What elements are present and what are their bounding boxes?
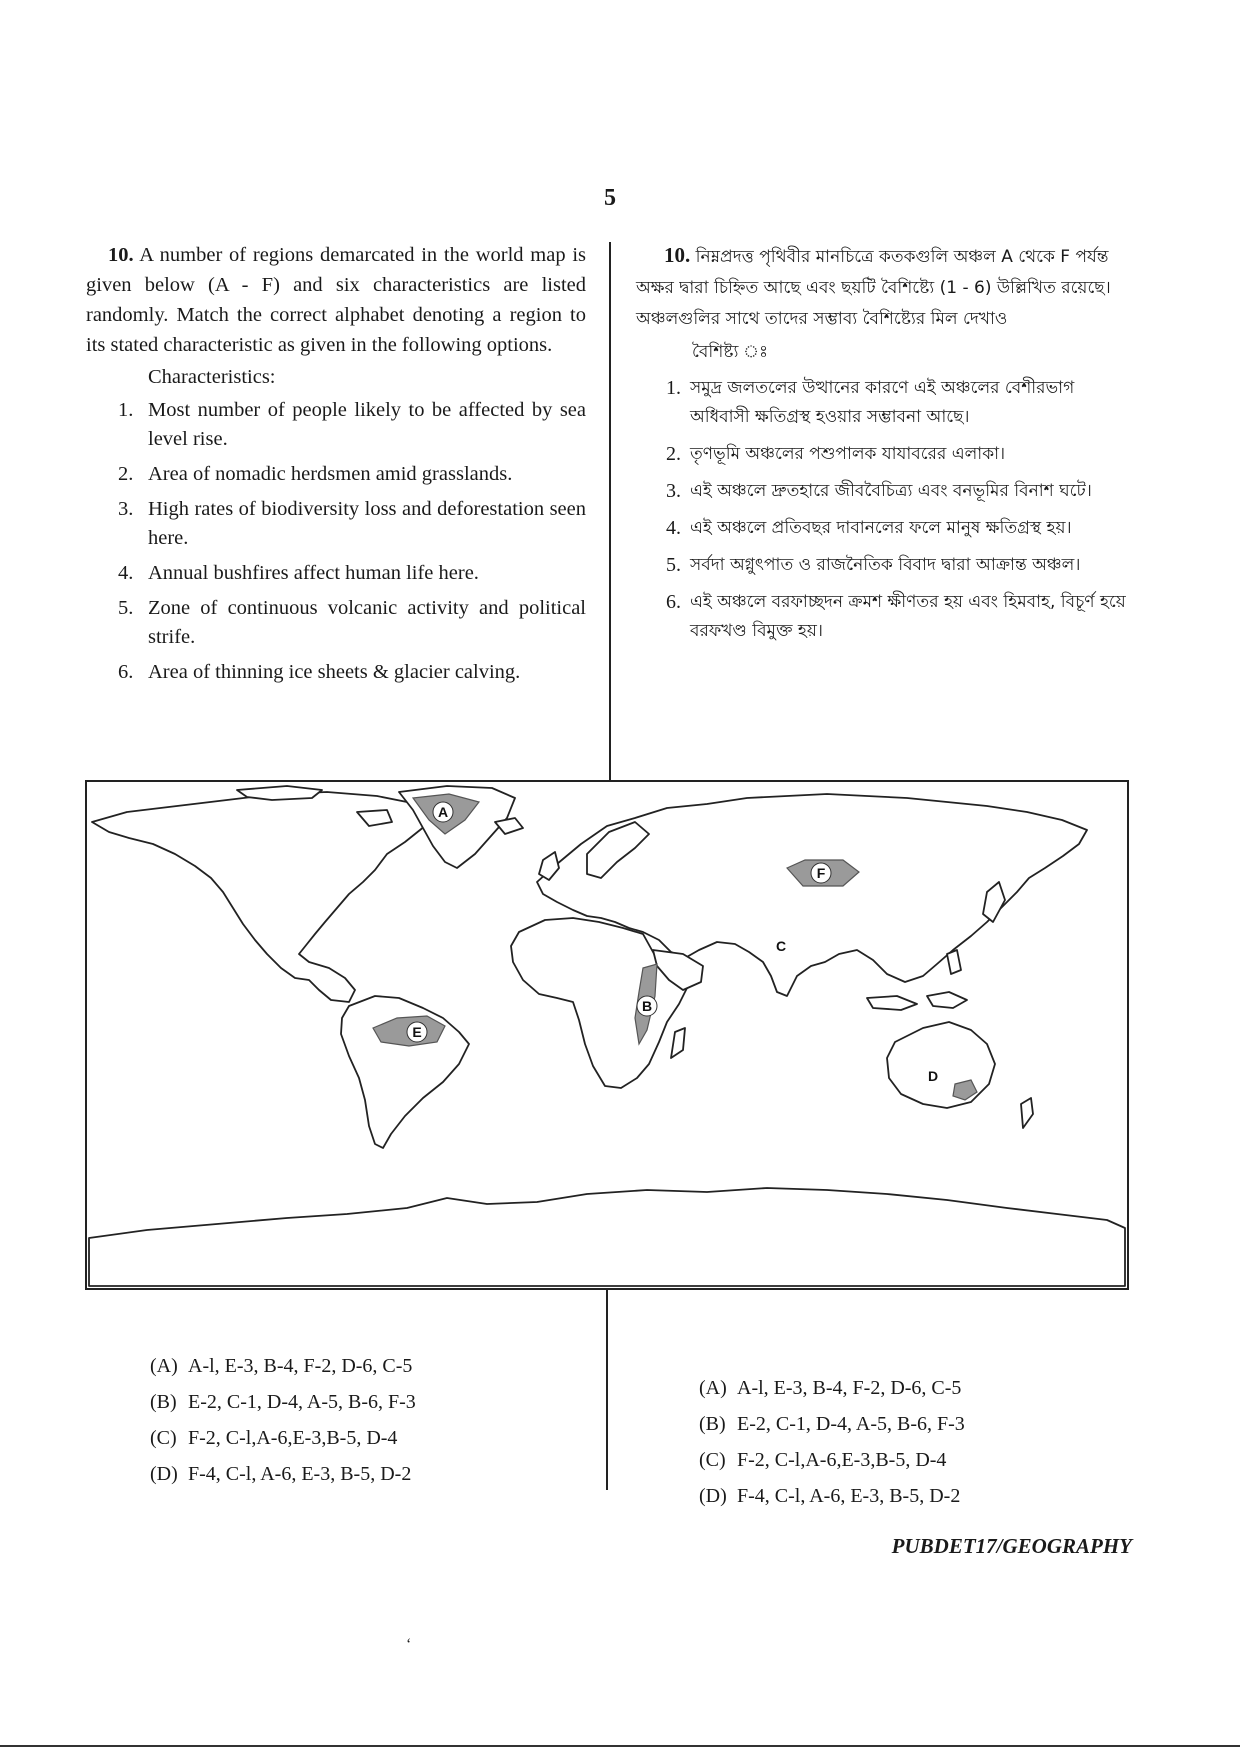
new-zealand-outline — [1021, 1098, 1033, 1128]
paper-code: PUBDET17/GEOGRAPHY — [891, 1534, 1132, 1558]
region-label-f-text: F — [816, 865, 826, 881]
question-number: 10. — [108, 244, 134, 266]
characteristic-number: 5. — [118, 597, 134, 619]
characteristic-text: সর্বদা অগ্নুৎপাত ও রাজনৈতিক বিবাদ দ্বারা আক্রান্ত অঞ্চল। — [690, 555, 1081, 575]
indonesia-outline — [927, 992, 967, 1008]
characteristic-item — [86, 495, 586, 553]
region-label-d — [924, 1067, 942, 1085]
characteristic-number: 6. — [118, 661, 134, 683]
world-map-svg — [87, 782, 1127, 1288]
question-bengali-intro — [636, 240, 1136, 335]
indonesia-outline — [867, 996, 917, 1010]
world-map — [85, 780, 1129, 1290]
region-label-c-text: C — [775, 938, 787, 954]
characteristic-number: 5. — [666, 554, 681, 576]
option-label: (B) — [699, 1413, 726, 1435]
options-bengali — [699, 1370, 965, 1514]
philippines-outline — [947, 950, 961, 974]
region-label-a — [433, 802, 453, 822]
characteristic-number: 1. — [118, 399, 134, 421]
column-divider-bottom — [606, 1290, 608, 1490]
answer-option[interactable] — [150, 1384, 416, 1420]
characteristics-list-english — [86, 396, 586, 687]
characteristic-text: সমুদ্র জলতলের উত্থানের কারণে এই অঞ্চলের বেশীরভাগ অধিবাসী ক্ষতিগ্রস্থ হওয়ার সম্ভাবনা আছে। — [690, 378, 1075, 427]
bottom-rule — [0, 1745, 1240, 1747]
region-label-b — [637, 996, 657, 1016]
question-english-intro — [86, 240, 586, 360]
antarctica-outline — [89, 1188, 1125, 1286]
characteristic-text: Area of nomadic herdsmen amid grasslands. — [148, 463, 513, 485]
region-label-e-text: E — [412, 1024, 422, 1040]
arctic-island — [237, 786, 322, 800]
characteristic-text: এই অঞ্চলে প্রতিবছর দাবানলের ফলে মানুষ ক্ষতিগ্রস্থ হয়। — [690, 518, 1072, 538]
characteristic-number: 1. — [666, 377, 681, 399]
option-label: (D) — [150, 1463, 178, 1485]
africa-outline — [511, 918, 687, 1088]
characteristic-item — [636, 440, 1136, 469]
characteristics-heading: Characteristics: — [148, 366, 276, 388]
land-outlines — [89, 786, 1125, 1286]
characteristic-number: 3. — [666, 480, 681, 502]
region-label-a-text: A — [437, 804, 449, 820]
characteristic-text: তৃণভূমি অঞ্চলের পশুপালক যাযাবরের এলাকা। — [690, 444, 1006, 464]
question-english-text: A number of regions demarcated in the world map is given below (A - F) and six characteristics are listed randomly. Match the correct alphabet denoting a region to its stated characteristic as given in the following options. — [86, 244, 586, 356]
options-english — [150, 1348, 416, 1492]
option-text: E-2, C-1, D-4, A-5, B-6, F-3 — [737, 1413, 965, 1435]
characteristic-item — [636, 551, 1136, 580]
stray-mark: ‘ — [406, 1636, 412, 1653]
option-text: F-4, C-l, A-6, E-3, B-5, D-2 — [188, 1463, 412, 1485]
characteristics-list-bengali — [636, 374, 1136, 646]
answer-option[interactable] — [150, 1420, 416, 1456]
characteristic-text: এই অঞ্চলে দ্রুতহারে জীববৈচিত্র্য এবং বনভূমির বিনাশ ঘটে। — [690, 481, 1092, 501]
question-english — [86, 240, 586, 693]
characteristic-item — [636, 514, 1136, 543]
option-text: A-l, E-3, B-4, F-2, D-6, C-5 — [188, 1355, 413, 1377]
characteristic-item — [86, 594, 586, 652]
characteristic-number: 2. — [118, 463, 134, 485]
characteristic-item — [636, 477, 1136, 506]
answer-option[interactable] — [699, 1478, 965, 1514]
option-text: F-4, C-l, A-6, E-3, B-5, D-2 — [737, 1485, 961, 1507]
option-label: (C) — [150, 1427, 177, 1449]
option-text: F-2, C-l,A-6,E-3,B-5, D-4 — [737, 1449, 947, 1471]
option-text: F-2, C-l,A-6,E-3,B-5, D-4 — [188, 1427, 398, 1449]
option-label: (C) — [699, 1449, 726, 1471]
region-label-e — [407, 1022, 427, 1042]
characteristic-number: 2. — [666, 443, 681, 465]
characteristic-text: Area of thinning ice sheets & glacier calving. — [148, 661, 521, 683]
question-number: 10. — [664, 243, 691, 267]
characteristic-number: 3. — [118, 498, 134, 520]
characteristic-item — [636, 374, 1136, 432]
characteristic-text: Annual bushfires affect human life here. — [148, 562, 479, 584]
characteristic-text: High rates of biodiversity loss and deforestation seen here. — [148, 498, 586, 549]
page-number: 5 — [604, 185, 616, 211]
answer-option[interactable] — [699, 1406, 965, 1442]
characteristic-text: এই অঞ্চলে বরফাচ্ছদন ক্রমশ ক্ষীণতর হয় এবং হিমবাহ, বিচূর্ণ হয়ে বরফখণ্ড বিমুক্ত হয়। — [690, 592, 1126, 641]
region-label-b-text: B — [641, 998, 653, 1014]
option-text: E-2, C-1, D-4, A-5, B-6, F-3 — [188, 1391, 416, 1413]
answer-option[interactable] — [150, 1456, 416, 1492]
madagascar-outline — [671, 1028, 685, 1058]
question-bengali-text: নিম্নপ্রদত্ত পৃথিবীর মানচিত্রে কতকগুলি অঞ্চল A থেকে F পর্যন্ত অক্ষর দ্বারা চিহ্নিত আছে এবং ছয়টি বৈশিষ্ট্যে (1 - 6) উল্লিখিত রয়েছে। অঞ্চলগুলির সাথে তাদের সম্ভাব্য বৈশিষ্ট্যের মিল দেখাও — [636, 247, 1111, 329]
characteristic-item — [86, 559, 586, 588]
characteristic-text: Most number of people likely to be affected by sea level rise. — [148, 399, 586, 450]
characteristic-number: 4. — [118, 562, 134, 584]
australia-outline — [887, 1022, 995, 1108]
characteristic-item — [86, 460, 586, 489]
option-label: (A) — [699, 1377, 727, 1399]
option-label: (A) — [150, 1355, 178, 1377]
column-divider-top — [609, 242, 611, 780]
question-bengali — [636, 240, 1136, 654]
characteristic-item — [86, 396, 586, 454]
region-label-c — [772, 937, 790, 955]
region-label-f — [811, 863, 831, 883]
iceland-outline — [495, 818, 523, 834]
characteristic-item — [636, 588, 1136, 646]
characteristic-number: 4. — [666, 517, 681, 539]
region-label-d-text: D — [927, 1068, 939, 1084]
characteristics-heading: বৈশিষ্ট্য ঃ — [692, 342, 769, 362]
option-label: (B) — [150, 1391, 177, 1413]
answer-option[interactable] — [699, 1370, 965, 1406]
answer-option[interactable] — [699, 1442, 965, 1478]
characteristic-text: Zone of continuous volcanic activity and political strife. — [148, 597, 586, 648]
option-text: A-l, E-3, B-4, F-2, D-6, C-5 — [737, 1377, 962, 1399]
characteristic-item — [86, 658, 586, 687]
answer-option[interactable] — [150, 1348, 416, 1384]
characteristic-number: 6. — [666, 591, 681, 613]
option-label: (D) — [699, 1485, 727, 1507]
